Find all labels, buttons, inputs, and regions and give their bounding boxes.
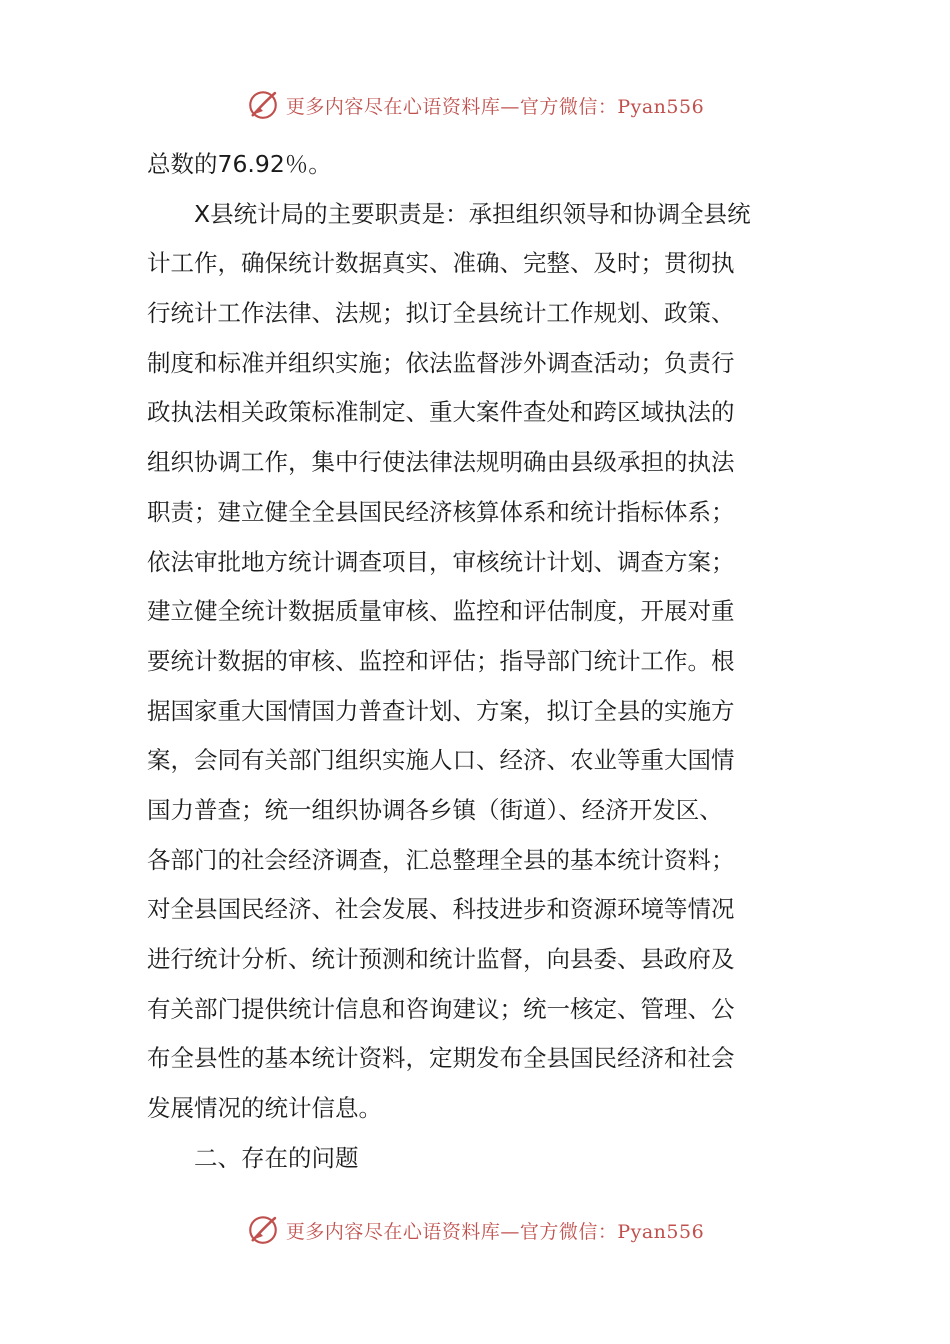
paragraph-line: 进行统计分析、统计预测和统计监督，向县委、县政府及: [147, 945, 735, 973]
paragraph-line: 行统计工作法律、法规；拟订全县统计工作规划、政策、: [147, 299, 735, 328]
paragraph-line: 计工作，确保统计数据真实、准确、完整、及时；贯彻执: [147, 249, 735, 278]
paragraph-line: 总数的76.92％。: [147, 150, 332, 178]
paragraph-line: 案，会同有关部门组织实施人口、经济、农业等重大国情: [147, 746, 735, 775]
paragraph-line: 有关部门提供统计信息和咨询建议；统一核定、管理、公: [147, 994, 735, 1023]
paragraph-line: 建立健全统计数据质量审核、监控和评估制度，开展对重: [147, 597, 735, 626]
document-body: [147, 140, 807, 1183]
paragraph-line: 布全县性的基本统计资料，定期发布全县国民经济和社会: [147, 1044, 735, 1073]
paragraph-line: 各部门的社会经济调查，汇总整理全县的基本统计资料；: [147, 845, 735, 874]
paragraph-line: 政执法相关政策标准制定、重大案件查处和跨区域执法的: [147, 398, 735, 427]
pen-logo-icon: [246, 1213, 280, 1247]
paragraph-line: 对全县国民经济、社会发展、科技进步和资源环境等情况: [147, 895, 735, 924]
header-watermark: [0, 83, 950, 127]
watermark-text: 更多内容尽在心语资料库—官方微信：Pyan556: [285, 1220, 705, 1243]
paragraph-line: 发展情况的统计信息。: [147, 1094, 382, 1123]
paragraph-line: 组织协调工作，集中行使法律法规明确由县级承担的执法: [147, 448, 735, 477]
section-heading: 二、存在的问题: [194, 1143, 359, 1172]
paragraph-line: 据国家重大国情国力普查计划、方案，拟订全县的实施方: [147, 696, 735, 725]
paragraph-line: 依法审批地方统计调查项目，审核统计计划、调查方案；: [147, 547, 735, 576]
footer-watermark: [0, 1208, 950, 1252]
paragraph-line: 制度和标准并组织实施；依法监督涉外调查活动；负责行: [147, 348, 735, 377]
pen-logo-icon: [246, 88, 280, 122]
paragraph-line: 国力普查；统一组织协调各乡镇（街道）、经济开发区、: [147, 795, 723, 824]
paragraph-line: 要统计数据的审核、监控和评估；指导部门统计工作。根: [147, 646, 735, 675]
watermark-text: 更多内容尽在心语资料库—官方微信：Pyan556: [285, 95, 705, 118]
paragraph-line: 职责；建立健全全县国民经济核算体系和统计指标体系；: [147, 497, 735, 526]
paragraph-line: X县统计局的主要职责是：承担组织领导和协调全县统: [194, 199, 751, 228]
